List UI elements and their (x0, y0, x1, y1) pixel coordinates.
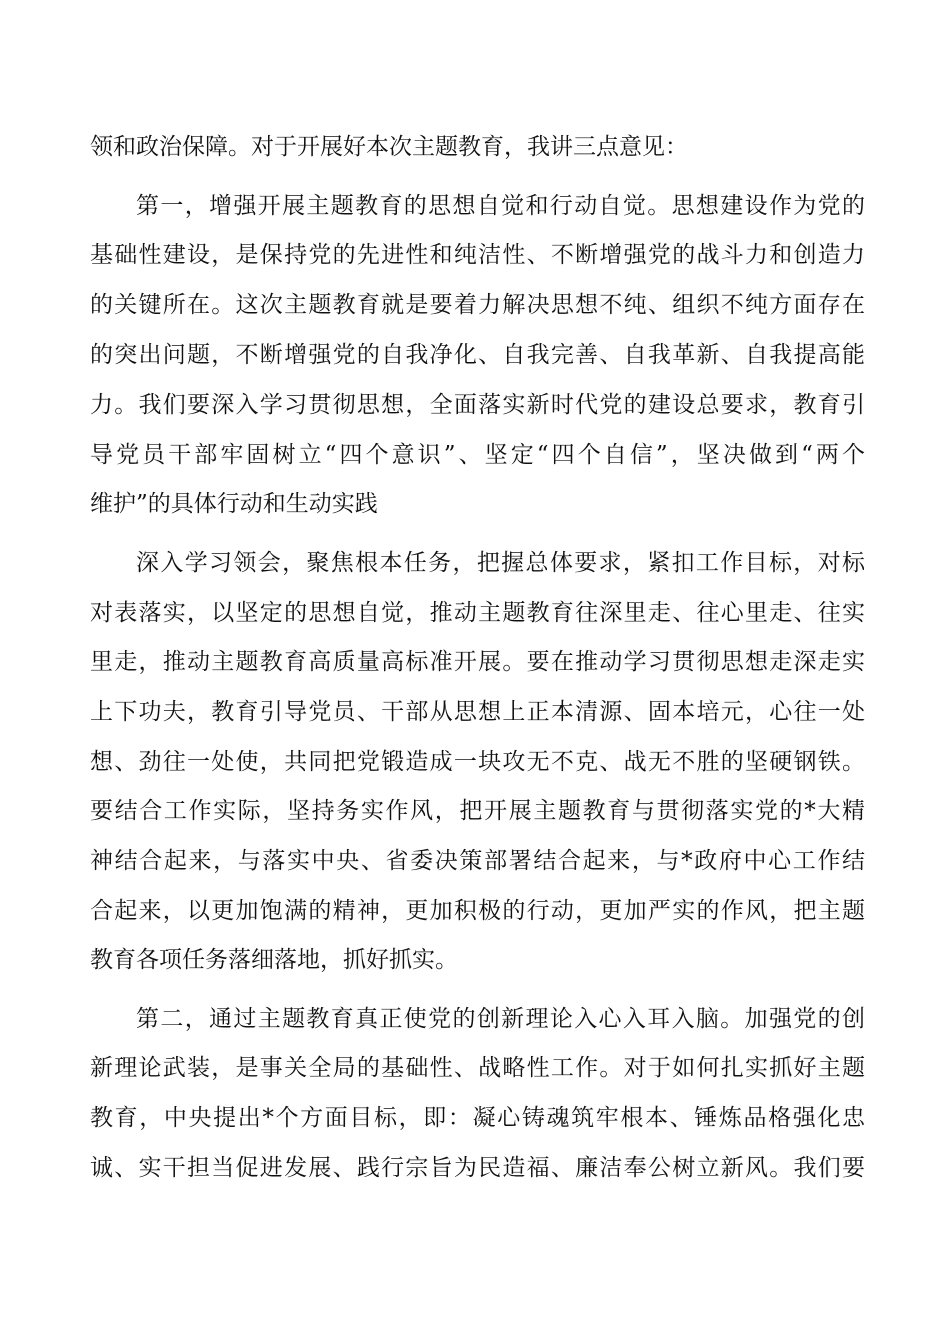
text-line: 导党员干部牢固树立“四个意识”、坚定“四个自信”，坚决做到“两个 (90, 442, 865, 468)
text-line: 第一，增强开展主题教育的思想自觉和行动自觉。思想建设作为党的 (136, 193, 865, 219)
text-line: 诚、实干担当促进发展、践行宗旨为民造福、廉洁奉公树立新风。我们要 (90, 1155, 865, 1181)
text-line: 里走，推动主题教育高质量高标准开展。要在推动学习贯彻思想走深走实 (90, 649, 865, 675)
text-line: 教育，中央提出*个方面目标，即：凝心铸魂筑牢根本、锤炼品格强化忠 (90, 1105, 865, 1131)
text-line: 教育各项任务落细落地，抓好抓实。 (90, 947, 458, 973)
text-line: 合起来，以更加饱满的精神，更加积极的行动，更加严实的作风，把主题 (90, 898, 865, 924)
text-line: 维护”的具体行动和生动实践 (90, 491, 378, 517)
text-line: 深入学习领会，聚焦根本任务，把握总体要求，紧扣工作目标，对标 (136, 550, 865, 576)
text-line: 第二，通过主题教育真正使党的创新理论入心入耳入脑。加强党的创 (136, 1006, 865, 1032)
text-line: 对表落实，以坚定的思想自觉，推动主题教育往深里走、往心里走、往实 (90, 600, 865, 626)
text-line: 要结合工作实际，坚持务实作风，把开展主题教育与贯彻落实党的*大精 (90, 798, 865, 824)
text-line: 神结合起来，与落实中央、省委决策部署结合起来，与*政府中心工作结 (90, 848, 865, 874)
text-line: 基础性建设，是保持党的先进性和纯洁性、不断增强党的战斗力和创造力 (90, 242, 865, 268)
text-line: 上下功夫，教育引导党员、干部从思想上正本清源、固本培元，心往一处 (90, 699, 865, 725)
text-line: 力。我们要深入学习贯彻思想，全面落实新时代党的建设总要求，教育引 (90, 392, 865, 418)
text-line: 的关键所在。这次主题教育就是要着力解决思想不纯、组织不纯方面存在 (90, 292, 865, 318)
text-line: 领和政治保障。对于开展好本次主题教育，我讲三点意见： (90, 134, 688, 160)
text-line: 的突出问题，不断增强党的自我净化、自我完善、自我革新、自我提高能 (90, 342, 865, 368)
text-line: 新理论武装，是事关全局的基础性、战略性工作。对于如何扎实抓好主题 (90, 1055, 865, 1081)
text-line: 想、劲往一处使，共同把党锻造成一块攻无不克、战无不胜的坚硬钢铁。 (90, 749, 865, 775)
